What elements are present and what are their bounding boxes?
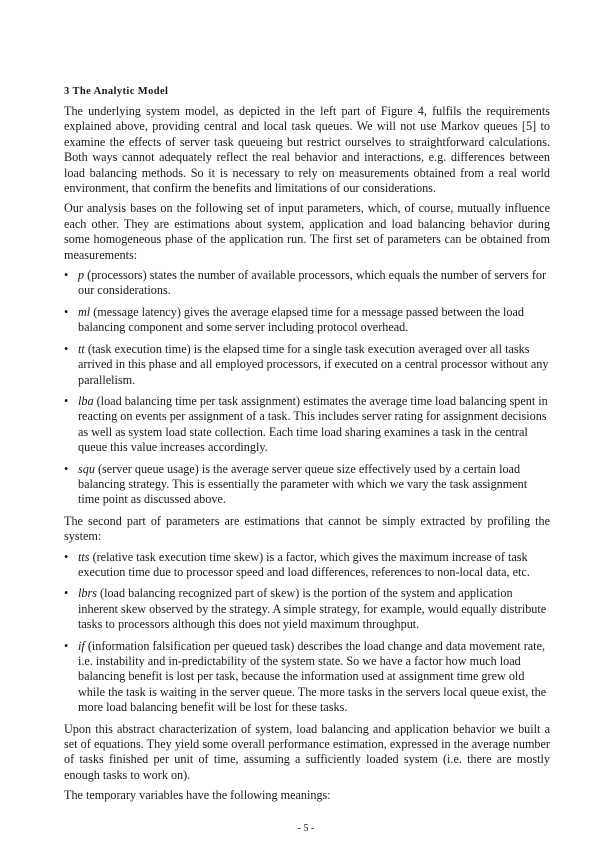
parameter-description: (server queue usage) is the average server queue size effectively used by a certain load balancing strategy. This is essentially the parameter with which we vary the task assignment time point as discussed above.	[78, 461, 528, 507]
list-item	[64, 462, 550, 508]
parameter-name: tts	[78, 549, 90, 564]
list-item	[64, 342, 550, 388]
parameter-description: (information falsification per queued task) describes the load change and data movement rate, i.e. instability and in-predictability of the system state. So we have a factor how much load balancing benefit is lost per task, because the information used at assignment time grew old while the task is waiting in the server queue. The more tasks in the servers local queue exist, the more load balancing benefit will be lost for these tasks.	[78, 638, 547, 715]
bullet-icon: •	[64, 586, 69, 601]
parameter-description: (task execution time) is the elapsed time for a single task execution averaged over all tasks arrived in this phase and all employed processors, if executed on a central processor without any parallelism.	[78, 341, 549, 387]
parameter-description: (load balancing time per task assignment) estimates the average time load balancing spent in reacting on events per assignment of a task. This includes server rating for assignment decisions as well as system load state collection. Each time load sharing examines a task in the central queue this value increases accordingly.	[78, 393, 548, 455]
list-item	[64, 586, 550, 632]
paragraph-second-part: The second part of parameters are estimations that cannot be simply extracted by profiling the system:	[64, 513, 550, 544]
parameter-name: if	[78, 638, 85, 653]
parameter-description: (processors) states the number of available processors, which equals the number of servers for our considerations.	[78, 268, 547, 298]
parameter-name: lbrs	[78, 586, 97, 601]
list-item	[64, 305, 550, 336]
parameter-name: p	[78, 268, 85, 283]
measured-parameters-list	[64, 268, 550, 508]
list-item	[64, 639, 550, 716]
estimated-parameters-list	[64, 550, 550, 716]
bullet-icon: •	[64, 341, 69, 356]
parameter-description: (message latency) gives the average elapsed time for a message passed between the load balancing component and some server including protocol overhead.	[78, 304, 525, 335]
parameter-name: lba	[78, 393, 94, 408]
paragraph-intro: The underlying system model, as depicted in the left part of Figure 4, fulfils the requirements explained above, providing central and local task queues. We will not use Markov queues [5] to examine the effects of server task queueing but restrict ourselves to straightforward calculations. Both ways cannot adequately reflect the real behavior and interactions, e.g. differences between load balancing methods. So it is necessary to rely on measurements obtained from a real world environment, that confirm the benefits and limitations of our considerations.	[64, 104, 550, 196]
page-number: - 5 -	[297, 823, 315, 834]
parameter-description: (load balancing recognized part of skew) is the portion of the system and application inherent skew observed by the strategy. A simple strategy, for example, would equally distribute tasks to processors although this does not yield maximum throughput.	[78, 586, 547, 632]
paragraph-temporary: The temporary variables have the following meanings:	[64, 788, 331, 803]
document-page	[64, 86, 550, 809]
paragraph-upon: Upon this abstract characterization of system, load balancing and application behavior we built a set of equations. They yield some overall performance estimation, expressed in the average number of tasks finished per unit of time, assuming a sufficiently loaded system (i.e. there are mostly enough tasks to work on).	[64, 721, 550, 782]
bullet-icon: •	[64, 304, 69, 319]
list-item	[64, 550, 550, 581]
bullet-icon: •	[64, 549, 69, 564]
bullet-icon: •	[64, 461, 69, 476]
bullet-icon: •	[64, 268, 69, 283]
bullet-icon: •	[64, 638, 69, 653]
bullet-icon: •	[64, 393, 69, 408]
list-item	[64, 394, 550, 456]
parameter-name: tt	[78, 341, 85, 356]
section-heading: 3 The Analytic Model	[64, 86, 169, 97]
parameter-name: ml	[78, 304, 91, 319]
list-item	[64, 268, 550, 299]
paragraph-analysis: Our analysis bases on the following set of input parameters, which, of course, mutually influence each other. They are estimations about system, application and load balancing behavior during some homogeneous phase of the application run. The first set of parameters can be obtained from measurements:	[64, 201, 550, 262]
parameter-name: squ	[78, 461, 95, 476]
parameter-description: (relative task execution time skew) is a factor, which gives the maximum increase of task execution time due to processor speed and load differences, references to non-local data, etc.	[78, 549, 530, 579]
